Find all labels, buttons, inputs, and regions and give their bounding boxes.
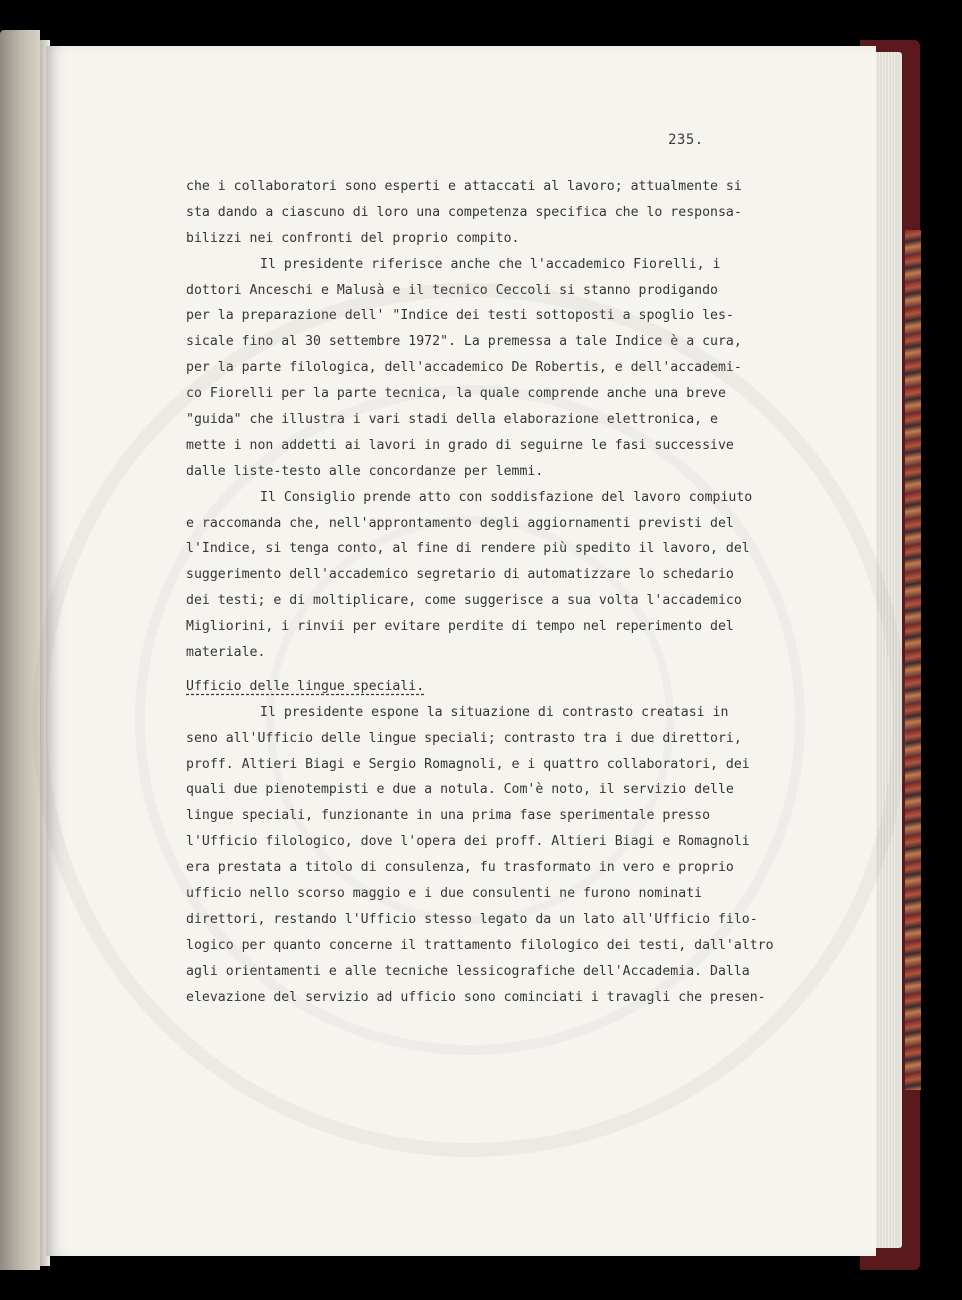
- text-line: Il presidente riferisce anche che l'accademico Fiorelli, i: [260, 256, 721, 272]
- text-line: materiale.: [186, 645, 266, 661]
- text-line: mette i non addetti ai lavori in grado di seguirne le fasi successive: [186, 437, 734, 453]
- text-line: per la preparazione dell' "Indice dei testi sottoposti a spoglio les-: [186, 308, 734, 324]
- text-line: bilizzi nei confronti del proprio compito.: [186, 230, 520, 246]
- text-line: proff. Altieri Biagi e Sergio Romagnoli, e i quattro collaboratori, dei: [186, 756, 750, 772]
- text-line: dalle liste-testo alle concordanze per lemmi.: [186, 463, 544, 479]
- text-line: dei testi; e di moltiplicare, come suggerisce a sua volta l'accademico: [186, 593, 742, 609]
- document-body: [186, 174, 774, 1011]
- text-line: direttori, restando l'Ufficio stesso legato da un lato all'Ufficio filo-: [186, 911, 758, 927]
- text-line: e raccomanda che, nell'approntamento degli aggiornamenti previsti del: [186, 515, 734, 531]
- text-line: quali due pienotempisti e due a notula. Com'è noto, il servizio delle: [186, 782, 734, 798]
- text-line: elevazione del servizio ad ufficio sono cominciati i travagli che presen-: [186, 989, 766, 1005]
- text-line: agli orientamenti e alle tecniche lessicografiche dell'Accademia. Dalla: [186, 963, 750, 979]
- text-line: era prestata a titolo di consulenza, fu trasformato in vero e proprio: [186, 860, 734, 876]
- spacer: [186, 666, 756, 674]
- text-line: ufficio nello scorso maggio e i due consulenti ne furono nominati: [186, 886, 703, 902]
- text-line: che i collaboratori sono esperti e attaccati al lavoro; attualmente si: [186, 179, 742, 194]
- text-line: per la parte filologica, dell'accademico De Robertis, e dell'accademi-: [186, 360, 742, 376]
- facing-page-edge: [0, 30, 40, 1270]
- text-line: l'Ufficio filologico, dove l'opera dei proff. Altieri Biagi e Romagnoli: [186, 834, 750, 850]
- text-line: "guida" che illustra i vari stadi della elaborazione elettronica, e: [186, 412, 718, 428]
- page-number: 235.: [668, 132, 704, 148]
- text-line: co Fiorelli per la parte tecnica, la quale comprende anche una breve: [186, 386, 726, 402]
- marbled-edge: [905, 230, 921, 1090]
- text-line: sta dando a ciascuno di loro una competenza specifica che lo responsa-: [186, 204, 742, 220]
- text-line: sicale fino al 30 settembre 1972". La premessa a tale Indice è a cura,: [186, 334, 742, 350]
- text-line: seno all'Ufficio delle lingue speciali; contrasto tra i due direttori,: [186, 730, 742, 746]
- text-line: logico per quanto concerne il trattamento filologico dei testi, dall'altro: [186, 937, 774, 953]
- paragraph-1: [186, 174, 756, 252]
- text-line: suggerimento dell'accademico segretario di automatizzare lo schedario: [186, 567, 734, 583]
- text-line: lingue speciali, funzionante in una prima fase sperimentale presso: [186, 808, 711, 824]
- paragraph-2: [186, 252, 756, 485]
- text-line: Il presidente espone la situazione di contrasto creatasi in: [260, 704, 729, 720]
- text-line: Migliorini, i rinvii per evitare perdite di tempo nel reperimento del: [186, 619, 734, 635]
- text-line: l'Indice, si tenga conto, al fine di rendere più spedito il lavoro, del: [186, 541, 750, 557]
- section-heading: Ufficio delle lingue speciali.: [186, 678, 425, 694]
- text-line: dottori Anceschi e Malusà e il tecnico Ceccoli si stanno prodigando: [186, 282, 718, 298]
- text-line: Il Consiglio prende atto con soddisfazione del lavoro compiuto: [260, 489, 753, 505]
- paragraph-4: [186, 700, 774, 1011]
- document-page: [46, 46, 876, 1256]
- paragraph-3: [186, 485, 756, 666]
